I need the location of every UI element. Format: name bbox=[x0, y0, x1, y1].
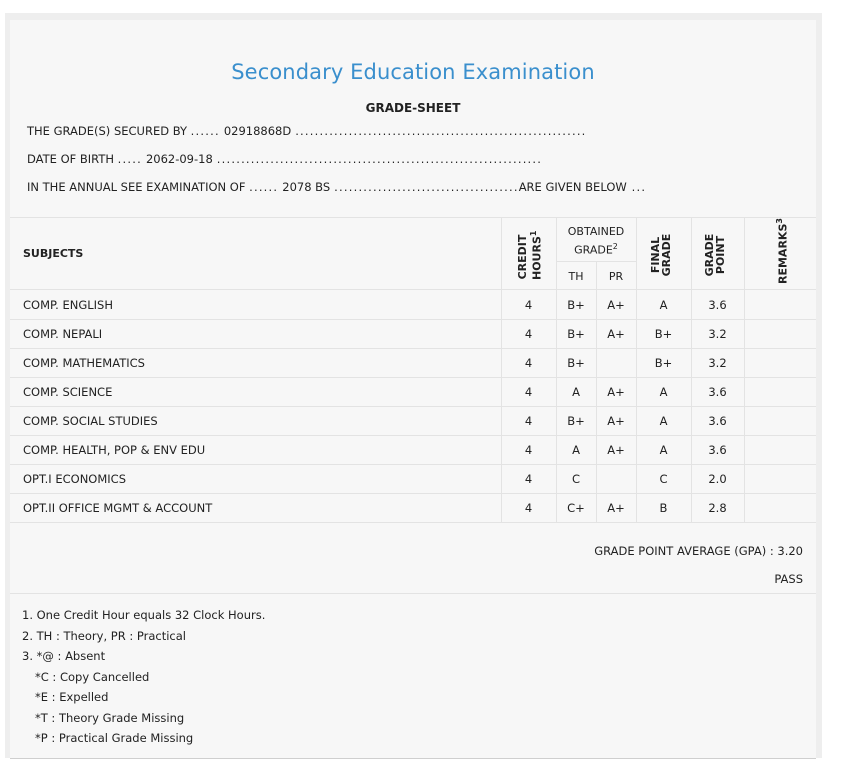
footnote: 1. One Credit Hour equals 32 Clock Hours. bbox=[22, 608, 266, 622]
th-grade-cell: B+ bbox=[567, 356, 585, 370]
final-grade-header: FINAL GRADE bbox=[649, 233, 673, 277]
final-grade-cell: A bbox=[659, 385, 668, 399]
footnotes bbox=[22, 605, 265, 749]
grade-point-cell: 2.0 bbox=[708, 472, 727, 486]
credit-cell: 4 bbox=[524, 443, 533, 457]
pr-grade-cell: A+ bbox=[607, 443, 625, 457]
subject-cell: COMP. SCIENCE bbox=[23, 385, 113, 399]
grade-point-cell: 3.2 bbox=[708, 356, 727, 370]
credit-cell: 4 bbox=[524, 298, 533, 312]
gradesheet-panel bbox=[10, 20, 816, 759]
subject-cell: OPT.I ECONOMICS bbox=[23, 472, 126, 486]
grade-point-header: GRADE POINT bbox=[703, 233, 727, 277]
exam-year: 2078 BS bbox=[282, 180, 331, 194]
final-grade-cell: A bbox=[659, 298, 668, 312]
gradesheet-heading: GRADE-SHEET bbox=[365, 101, 461, 115]
final-grade-cell: A bbox=[659, 443, 668, 457]
subjects-header: SUBJECTS bbox=[23, 247, 84, 260]
grade-point-cell: 3.6 bbox=[708, 443, 727, 457]
grade-point-cell: 3.2 bbox=[708, 327, 727, 341]
th-grade-cell: C bbox=[571, 472, 581, 486]
subject-cell: COMP. ENGLISH bbox=[23, 298, 113, 312]
subject-cell: COMP. HEALTH, POP & ENV EDU bbox=[23, 443, 206, 457]
subject-cell: COMP. NEPALI bbox=[23, 327, 103, 341]
credit-cell: 4 bbox=[524, 472, 533, 486]
footnote: *T : Theory Grade Missing bbox=[35, 710, 185, 725]
secured-by-line: THE GRADE(S) SECURED BY ...... 02918868D ............................................................ bbox=[27, 124, 587, 138]
credit-cell: 4 bbox=[524, 385, 533, 399]
gpa-value: 3.20 bbox=[777, 544, 803, 558]
th-grade-cell: A bbox=[572, 385, 580, 399]
exam-label: IN THE ANNUAL SEE EXAMINATION OF bbox=[27, 180, 246, 194]
given-below-label: ARE GIVEN BELOW bbox=[518, 180, 627, 194]
footnote: *P : Practical Grade Missing bbox=[35, 731, 194, 745]
pr-grade-cell: A+ bbox=[607, 501, 625, 515]
final-grade-cell: B+ bbox=[654, 356, 673, 370]
subject-cell: COMP. MATHEMATICS bbox=[23, 356, 145, 370]
grade-point-cell: 3.6 bbox=[708, 298, 727, 312]
pr-grade-cell: A+ bbox=[607, 414, 625, 428]
final-grade-cell: B bbox=[659, 501, 668, 515]
credit-cell: 4 bbox=[524, 356, 533, 370]
remarks-header: REMARKS$^3$ bbox=[775, 218, 790, 284]
th-grade-cell: B+ bbox=[567, 298, 585, 312]
footnote: 2. TH : Theory, PR : Practical bbox=[22, 628, 186, 643]
result-status: PASS bbox=[774, 572, 803, 586]
symbol-number: 02918868D bbox=[223, 124, 292, 138]
secured-by-label: THE GRADE(S) SECURED BY bbox=[27, 124, 188, 138]
footnote: *E : Expelled bbox=[35, 690, 109, 704]
final-grade-cell: A bbox=[659, 414, 668, 428]
obtained-grade-header: OBTAINED GRADE$^2$ bbox=[567, 225, 625, 257]
pr-grade-cell: A+ bbox=[607, 298, 625, 312]
credit-hours-header: CREDIT HOURS$^1$ bbox=[516, 230, 544, 280]
dob-line: DATE OF BIRTH ..... 2062-09-18 ................................................................... bbox=[27, 152, 543, 166]
dob-value: 2062-09-18 bbox=[145, 152, 213, 166]
th-header: TH bbox=[568, 270, 584, 283]
dob-label: DATE OF BIRTH bbox=[27, 152, 115, 166]
exam-title: Secondary Education Examination bbox=[231, 60, 595, 84]
gradesheet-card bbox=[5, 13, 822, 758]
gpa-label: GRADE POINT AVERAGE (GPA) : bbox=[594, 544, 774, 558]
th-grade-cell: C+ bbox=[567, 501, 585, 515]
subject-cell: COMP. SOCIAL STUDIES bbox=[23, 414, 158, 428]
credit-cell: 4 bbox=[524, 327, 533, 341]
pr-grade-cell: A+ bbox=[607, 385, 625, 399]
grade-point-cell: 3.6 bbox=[708, 414, 727, 428]
pr-grade-cell: A+ bbox=[607, 327, 625, 341]
grade-point-cell: 2.8 bbox=[708, 501, 727, 515]
exam-line: IN THE ANNUAL SEE EXAMINATION OF ...... 2078 BS ......................................ARE GIVEN BELOW ... bbox=[27, 180, 647, 194]
footnote: *C : Copy Cancelled bbox=[35, 669, 150, 684]
gpa-line bbox=[594, 544, 803, 558]
credit-cell: 4 bbox=[524, 501, 533, 515]
th-grade-cell: B+ bbox=[567, 414, 585, 428]
credit-cell: 4 bbox=[524, 414, 533, 428]
final-grade-cell: C bbox=[659, 472, 668, 486]
footnote: 3. *@ : Absent bbox=[22, 649, 106, 663]
subject-cell: OPT.II OFFICE MGMT & ACCOUNT bbox=[23, 501, 213, 515]
pr-header: PR bbox=[608, 270, 624, 283]
final-grade-cell: B+ bbox=[654, 327, 673, 341]
grade-point-cell: 3.6 bbox=[708, 385, 727, 399]
th-grade-cell: B+ bbox=[567, 327, 585, 341]
th-grade-cell: A bbox=[572, 443, 580, 457]
